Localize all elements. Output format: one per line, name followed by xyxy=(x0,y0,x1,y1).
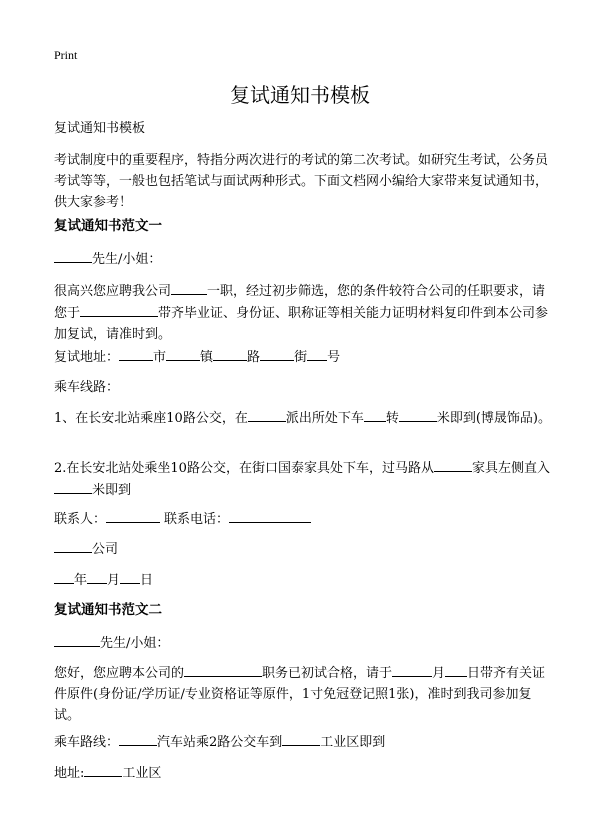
contact-person-label: 联系人： xyxy=(54,512,107,527)
route1-text-a: 1、在长安北站乘座10路公交，在 xyxy=(54,411,248,426)
para2-text-a: 您好，您应聘本公司的 xyxy=(54,666,185,681)
contact-line xyxy=(54,508,554,530)
address-label: 复试地址： xyxy=(54,350,120,365)
blank-name2 xyxy=(54,632,100,647)
blank-distance xyxy=(399,407,437,422)
subtitle: 复试通知书模板 xyxy=(54,121,146,136)
blank-city xyxy=(119,346,153,361)
route-label: 乘车线路： xyxy=(54,380,120,395)
address2-label: 地址: xyxy=(54,766,85,781)
address-street: 街 xyxy=(294,350,308,365)
para-text-a: 很高兴您应聘我公司 xyxy=(54,284,172,299)
blank-phone xyxy=(229,508,311,523)
address-number: 号 xyxy=(327,350,341,365)
section1-address xyxy=(54,346,554,368)
blank-turn xyxy=(364,407,386,422)
para-text-c: 带齐毕业证、身份证、职称证等相关能力证明材料复印件到本公司参加复试，请准时到。 xyxy=(54,306,549,342)
blank-day xyxy=(120,569,140,584)
route2-text-a: 2.在长安北站处乘坐10路公交，在街口国泰家具处下车，过马路从 xyxy=(54,461,434,476)
blank-furniture xyxy=(434,457,472,472)
para-text-b: 一职，经过初步筛选，您的条件较符合公司的任职要求，请您于 xyxy=(54,284,546,321)
section2-heading: 复试通知书范文二 xyxy=(54,602,162,618)
section2-paragraph xyxy=(54,662,554,726)
blank-industrial xyxy=(282,731,320,746)
blank-year xyxy=(54,569,74,584)
blank-company xyxy=(54,538,92,553)
date-line xyxy=(54,569,554,591)
para2-text-b: 职务已初试合格，请于 xyxy=(262,666,393,681)
section1-heading: 复试通知书范文一 xyxy=(54,218,162,234)
blank-position xyxy=(171,280,207,295)
blank-station xyxy=(119,731,157,746)
salutation-text: 先生/小姐： xyxy=(92,252,162,267)
route1-text-b: 派出所处下车 xyxy=(285,411,364,426)
blank-day2 xyxy=(445,662,467,677)
address2-text: 工业区 xyxy=(122,766,162,781)
route-1 xyxy=(54,407,554,429)
section1-salutation xyxy=(54,248,554,270)
section2-route xyxy=(54,731,554,753)
blank-address2 xyxy=(84,762,122,777)
address-city: 市 xyxy=(153,350,167,365)
address-road: 路 xyxy=(247,350,261,365)
blank-month2 xyxy=(392,662,432,677)
route2-label: 乘车路线： xyxy=(54,735,120,750)
blank-distance2 xyxy=(54,479,92,494)
blank-position2 xyxy=(184,662,262,677)
blank-name xyxy=(54,248,92,263)
para2-text-c: 月 xyxy=(432,666,446,681)
blank-road xyxy=(213,346,247,361)
page-title: 复试通知书模板 xyxy=(230,83,370,107)
blank-date xyxy=(80,302,158,317)
route-2 xyxy=(54,457,554,501)
address-town: 镇 xyxy=(200,350,214,365)
section2-address xyxy=(54,762,554,784)
route2-text-b: 汽车站乘2路公交车到 xyxy=(157,735,283,750)
company-line xyxy=(54,538,554,560)
contact-phone-label: 联系电话： xyxy=(164,512,230,527)
intro-paragraph: 考试制度中的重要程序，特指分两次进行的考试的第二次考试。如研究生考试，公务员考试等等，一般也包括笔试与面试两种形式。下面文档网小编给大家带来复试通知书，供大家参考！ xyxy=(54,153,549,210)
route1-text-c: 转 xyxy=(385,411,399,426)
route2-text-c: 米即到 xyxy=(92,483,132,498)
route1-text-d: 米即到(博晟饰品)。 xyxy=(436,411,552,426)
blank-town xyxy=(166,346,200,361)
blank-month xyxy=(87,569,107,584)
section2-salutation xyxy=(54,632,554,654)
date-day: 日 xyxy=(140,573,154,588)
para2-text-d: 日带齐有关证件原件(身份证/学历证/专业资格证等原件，1寸免冠登记照1张)，准时到我司参加复试。 xyxy=(54,666,546,723)
company-text: 公司 xyxy=(92,542,119,557)
date-month: 月 xyxy=(107,573,121,588)
blank-stop xyxy=(248,407,286,422)
date-year: 年 xyxy=(74,573,88,588)
blank-number xyxy=(307,346,327,361)
blank-street xyxy=(260,346,294,361)
print-link[interactable]: Print xyxy=(54,48,78,62)
blank-contact xyxy=(106,508,160,523)
salutation2-text: 先生/小姐： xyxy=(100,636,170,651)
route2-text-b: 家具左侧直入 xyxy=(471,461,550,476)
section1-paragraph xyxy=(54,280,554,345)
route2-text-c: 工业区即到 xyxy=(320,735,386,750)
